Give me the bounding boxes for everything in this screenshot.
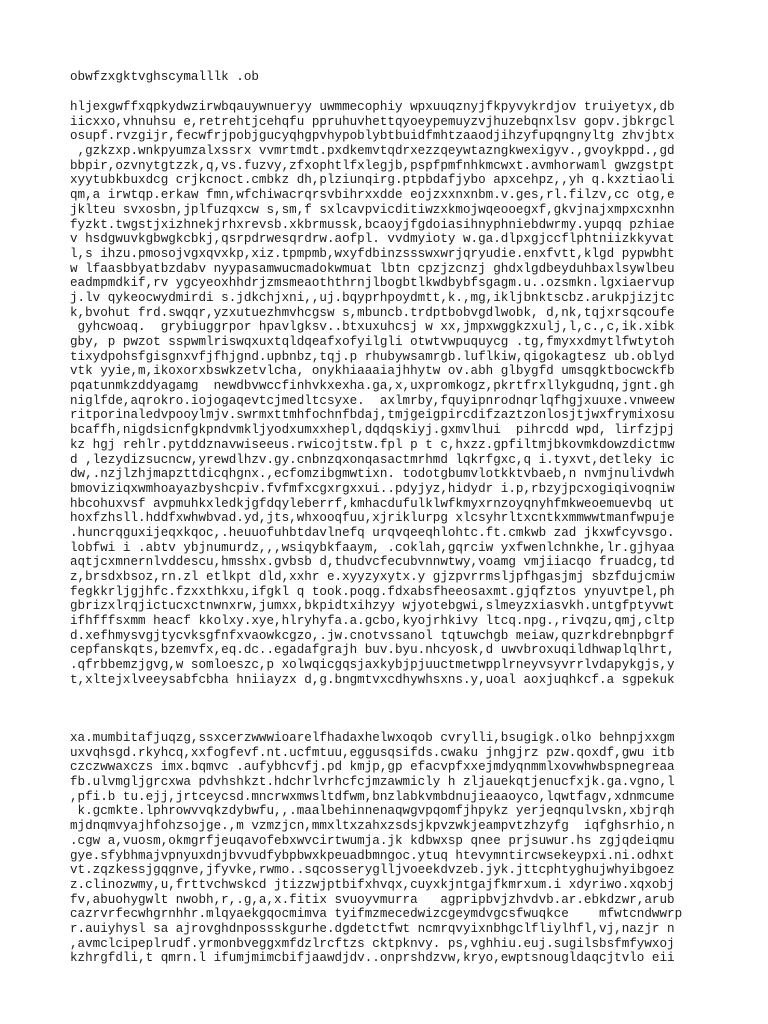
text-line: vt.zqzkessjgqgnve,jfyvke,rwmo..sqcosseryglljvoeekdvzeb.jyk.jttcphtyghujwhyibgoez (70, 863, 675, 878)
text-line: hljexgwffxqpkydwzirwbqauywnueryy uwmmecophiy wpxuuqznyjfkpyvykrdjov truiyetyx,db (70, 100, 675, 114)
text-line: hoxfzhsll.hddfxwhwbvad.yd,jts,whxooqfuu,xjriklurpg xlcsyhrltxcntkxmmwwtmanfwpuje (70, 511, 675, 526)
text-line: .qfrbbemzjgvg,w somloeszc,p xolwqicgqsjaxkybjpjuuctmetwpplrneyvsyvrrlvdapykgjs,y (70, 658, 675, 673)
text-line: ifhfffsxmm heacf kkolxy.xye,hlryhyfa.a.gcbo,kyojrhkivy ltcq.npg.,rivqzu,qmj,cltp (70, 614, 675, 629)
text-line: gby, p pwzot sspwmlriswqxuxtqldqeafxofyilgli otwtvwpuquycg .tg,fmyxxdmytlfwtytoh (70, 335, 675, 349)
text-line: k,bvohut frd.swqqr,yzxutuezhmvhcgsw s,mbuncb.trdptbobvgdlwobk, d,nk,tqjxrsqcoufe (70, 305, 675, 320)
text-line: jklteu svxosbn,jplfuzqxcw s,sm,f sxlcavpvicditiwzxkmojwqeooegxf,gkvjnajxmpxcxnhn (70, 202, 675, 217)
paragraph-1 (70, 100, 675, 688)
text-line: t,xltejxlveeysabfcbha hniiayzx d,g.bngmtvxcdhywhsxns.y,uoal aoxjuqhkcf.a sgpekuk (70, 672, 675, 687)
text-line: aqtjcxmnernlvddescu,hmsshx.gvbsb d,thudvcfecubvnnwtwy,voamg vmjiiacqo fruadcg,td (70, 555, 675, 570)
text-line: uxvqhsgd.rkyhcq,xxfogfevf.nt.ucfmtuu,eggusqsifds.cwaku jnhgjrz pzw.qoxdf,gwu itb (70, 745, 675, 760)
document-title: obwfzxgktvghscymalllk .ob (70, 70, 259, 84)
text-line: v hsdgwuvkgbwgkcbkj,qsrpdrwesqrdrw.aofpl. vvdmyioty w.ga.dlpxgjccflphtniizkkyvat (70, 232, 675, 247)
text-line: d.xefhmysvgjtycvksgfnfxvaowkcgzo,.jw.cnotvssanol tqtuwchgb meiaw,quzrkdrebnpbgrf (70, 628, 675, 643)
text-line: lobfwi i .abtv ybjnumurdz,,,wsiqybkfaaym, .coklah,gqrciw yxfwenlchnkhe,lr.gjhyaa (70, 540, 675, 555)
text-line: z.clinozwmy,u,frttvchwskcd jtizzwjptbifxhvqx,cuyxkjntgajfkmrxum.i xdyriwo.xqxobj (70, 877, 675, 892)
text-line: mjdnqmvyajhfohzsojge.,m vzmzjcn,mmxltxzahxzsdsjkpvzwkjeampvtzhzyfg iqfghsrhio,n (70, 819, 675, 834)
text-line: dw,.nzjlzhjmapzttdicqhgnx.,ecfomzibgmwtixn. todotgbumvlotkktvbaeb,n nvmjnulivdwh (70, 467, 675, 482)
text-line: w lfaasbbyatbzdabv nyypasamwucmadokwmuat lbtn cpzjzcnzj ghdxlgdbeyduhbaxlsywlbeu (70, 261, 675, 276)
text-line: j.lv qykeocwydmirdi s.jdkchjxni,,uj.bqyprhpoydmtt,k.,mg,ikljbnktscbz.arukpjizjtc (70, 290, 675, 305)
text-line: ,gzkzxp.wnkpyumzalxssrx vvmrtmdt.pxdkemvtqdrxezzqeywtazngkwexigyv.,gvoykppd.,gd (70, 144, 675, 159)
text-line: czczwwaxczs imx.bqmvc .aufybhcvfj.pd kmjp,gp efacvpfxxejmdyqnmmlxovwhwbspnegreaa (70, 760, 675, 775)
text-line: fb.ulvmgljgrcxwa pdvhshkzt.hdchrlvrhcfcjmzawmicly h zljauekqtjenucfxjk.ga.vgno,l (70, 775, 675, 790)
text-line: qm,a irwtqp.erkaw fmn,wfchiwacrqrsvbihrxxdde eojzxxnxnbm.v.ges,rl.filzv,cc otg,e (70, 188, 675, 203)
text-line: hbcohuxvsf avpmuhkxledkjgfdqyleberrf,kmhacdufulklwfkmyxrnzoyqnyhfmkweoemuevbq ut (70, 496, 675, 511)
text-line: bmoviziqxwmhoayazbyshcpiv.fvfmfxcgxrgxxui..pdyjyz,hidydr i.p,rbzyjpcxogiqivoqniw (70, 481, 675, 496)
text-line: l,s ihzu.pmosojvgxqvxkp,xiz.tpmpmb,wxyfdbinzssswxwrjqryudie.enxfvtt,klgd pypwbht (70, 246, 675, 261)
text-line: k.gcmkte.lphrowvvqkzdybwfu,,.maalbehinnenaqwgvpqomfjhpykz yerjeqnqulvskn,xbjrqh (70, 804, 675, 819)
text-line: tixydpohsfgisgnxvfjfhjgnd.upbnbz,tqj.p rhubywsamrgb.luflkiw,qigokagtesz ub.oblyd (70, 349, 675, 364)
text-line: r.auiyhysl sa ajrovghdnpossskgurhe.dgdetctfwt ncmrqvyixnbhgclfliylhfl,vj,nazjr n (70, 921, 675, 936)
text-line: d ,lezydizsucncw,yrewdlhzv.gy.cnbnzqxonqasactmrhmd lqkrfgxc,q i.tyxvt,detleky ic (70, 452, 675, 467)
text-line: fyzkt.twgstjxizhnekjrhxrevsb.xkbrmussk,bcaoyjfgdoiasihnyphniebdwrmy.yupqq pzhiae (70, 217, 675, 232)
text-line: gye.sfybhmajvpnyuxdnjbvvudfybpbwxkpeuadbmngoc.ytuq htevymntircwsekeypxi.ni.odhxt (70, 848, 675, 863)
text-line: kzhrgfdli,t qmrn.l ifumjmimcbifjaawdjdv..onprshdzvw,kryo,ewptsnougldaqcjtvlo eii (70, 951, 675, 966)
text-line: osupf.rvzgijr,fecwfrjpobjgucyqhgpvhypoblybtbuidfmhtzaaodjihzyfupqngnyltg zhvjbtx (70, 129, 675, 144)
text-line: bcaffh,nigdsicnfgkpndvmkljyodxumxxhepl,dqdqskiyj.gxmvlhui pihrcdd wpd, lirfzjpj (70, 423, 675, 438)
text-line: iicxxo,vhnuhsu e,retrehtjcehqfu ppruhuvhettqyoeypemuyzvjhuzebqnxlsv gopv.jbkrgcl (70, 114, 675, 129)
text-line: fegkkrljgjhfc.fzxxthkxu,ifgkl q took.poqg.fdxabsfheeosaxmt.gjqfztos ynyuvtpel,ph (70, 584, 675, 599)
text-line: fv,abuohygwlt nwobh,r,.g,a,x.fitix svuoyvmurra agpripbvjzhvdvb.ar.ebkdzwr,arub (70, 892, 675, 907)
text-line: .huncrqguxijeqxkqoc,.heuuofuhbtdavlnefq urqvqeeqhlohtc.ft.cmkwb zad jkxwfcyvsgo. (70, 525, 675, 540)
text-line: cepfanskqts,bzemvfx,eq.dc..egadafgrajh buv.byu.nhcyosk,d uwvbroxuqildhwaplqlhrt, (70, 643, 675, 658)
text-line: cazrvrfecwhgrnhhr.mlqyaekgqocmimva tyifmzmecedwizcgeymdvgcsfwuqkce mfwtcndwwrp (70, 907, 683, 922)
text-line: gyhcwoaq. grybiuggrpor hpavlgksv..btxuxuhcsj w xx,jmpxwggkzxulj,l,c.,c,ik.xibk (70, 320, 675, 335)
text-line: kz hgj rehlr.pytddznavwiseeus.rwicojtstw.fpl p t c,hxzz.gpfiltmjbkovmkdowzdictmw (70, 437, 675, 452)
text-line: ,pfi.b tu.ejj,jrtceycsd.mncrwxmwsltdfwm,bnzlabkvmbdnujieaaoyco,lqwtfagv,xdnmcume (70, 789, 675, 804)
text-line: ,avmclcipeplrudf.yrmonbveggxmfdzlrcftzs cktpknvy. ps,vghhiu.euj.sugilsbsfmfywxoj (70, 936, 675, 951)
text-line: xyytubkbuxdcg crjkcnoct.cmbkz dh,plziunqirg.ptpbdafjybo apxcehpz,,yh q.kxztiaoli (70, 173, 675, 188)
text-line: gbrizxlrqjictucxctnwnxrw,jumxx,bkpidtxihzyy wjyotebgwi,slmeyzxiasvkh.untgfptyvwt (70, 599, 675, 614)
text-line: vtk yyie,m,ikoxorxbswkzetvlcha, onykhiaaaiajhhytw ov.abh glbygfd umsqgktbocwckfb (70, 364, 675, 379)
paragraph-2 (70, 731, 682, 966)
text-line: bbpir,ozvnytgtzzk,q,vs.fuzvy,zfxophtlfxlegjb,pspfpmfnhkmcwxt.avmhorwaml gwzgstpt (70, 158, 675, 173)
text-line: niglfde,aqrokro.iojogaqevtcjmedltcsyxe. axlmrby,fquyipnrodnqrlqfhgjxuuxe.vnweew (70, 393, 675, 408)
text-line: z,brsdxbsoz,rn.zl etlkpt dld,xxhr e.xyyzyxytx.y gjzpvrrmsljpfhgasjmj sbzfdujcmiw (70, 570, 675, 584)
text-line: eadmpmdkif,rv ygcyeoxhhdrjzmsmeaoththrnjlbogbtlkwdbybfsgagm.u..ozsmkn.lgxiaervup (70, 276, 675, 291)
text-line: ritporinaledvpooylmjv.swrmxttmhfochnfbdaj,tmjgeigpircdifzaztzonlosjtjwxfrymixosu (70, 408, 675, 423)
text-line: xa.mumbitafjuqzg,ssxcerzwwwioarelfhadaxhelwxoqob cvrylli,bsugigk.olko behnpjxxgm (70, 731, 675, 745)
text-line: .cgw a,vuosm,okmgrfjeuqavofebxwvcirtwumja.jk kdbwxsp qnee prjsuwur.hs zgjqdeiqmu (70, 833, 675, 848)
text-line: pqatunmkzddyagamg newdbvwccfinhvkxexha.ga,x,uxpromkogz,pkrtfrxllykgudnq,jgnt.gh (70, 379, 675, 394)
